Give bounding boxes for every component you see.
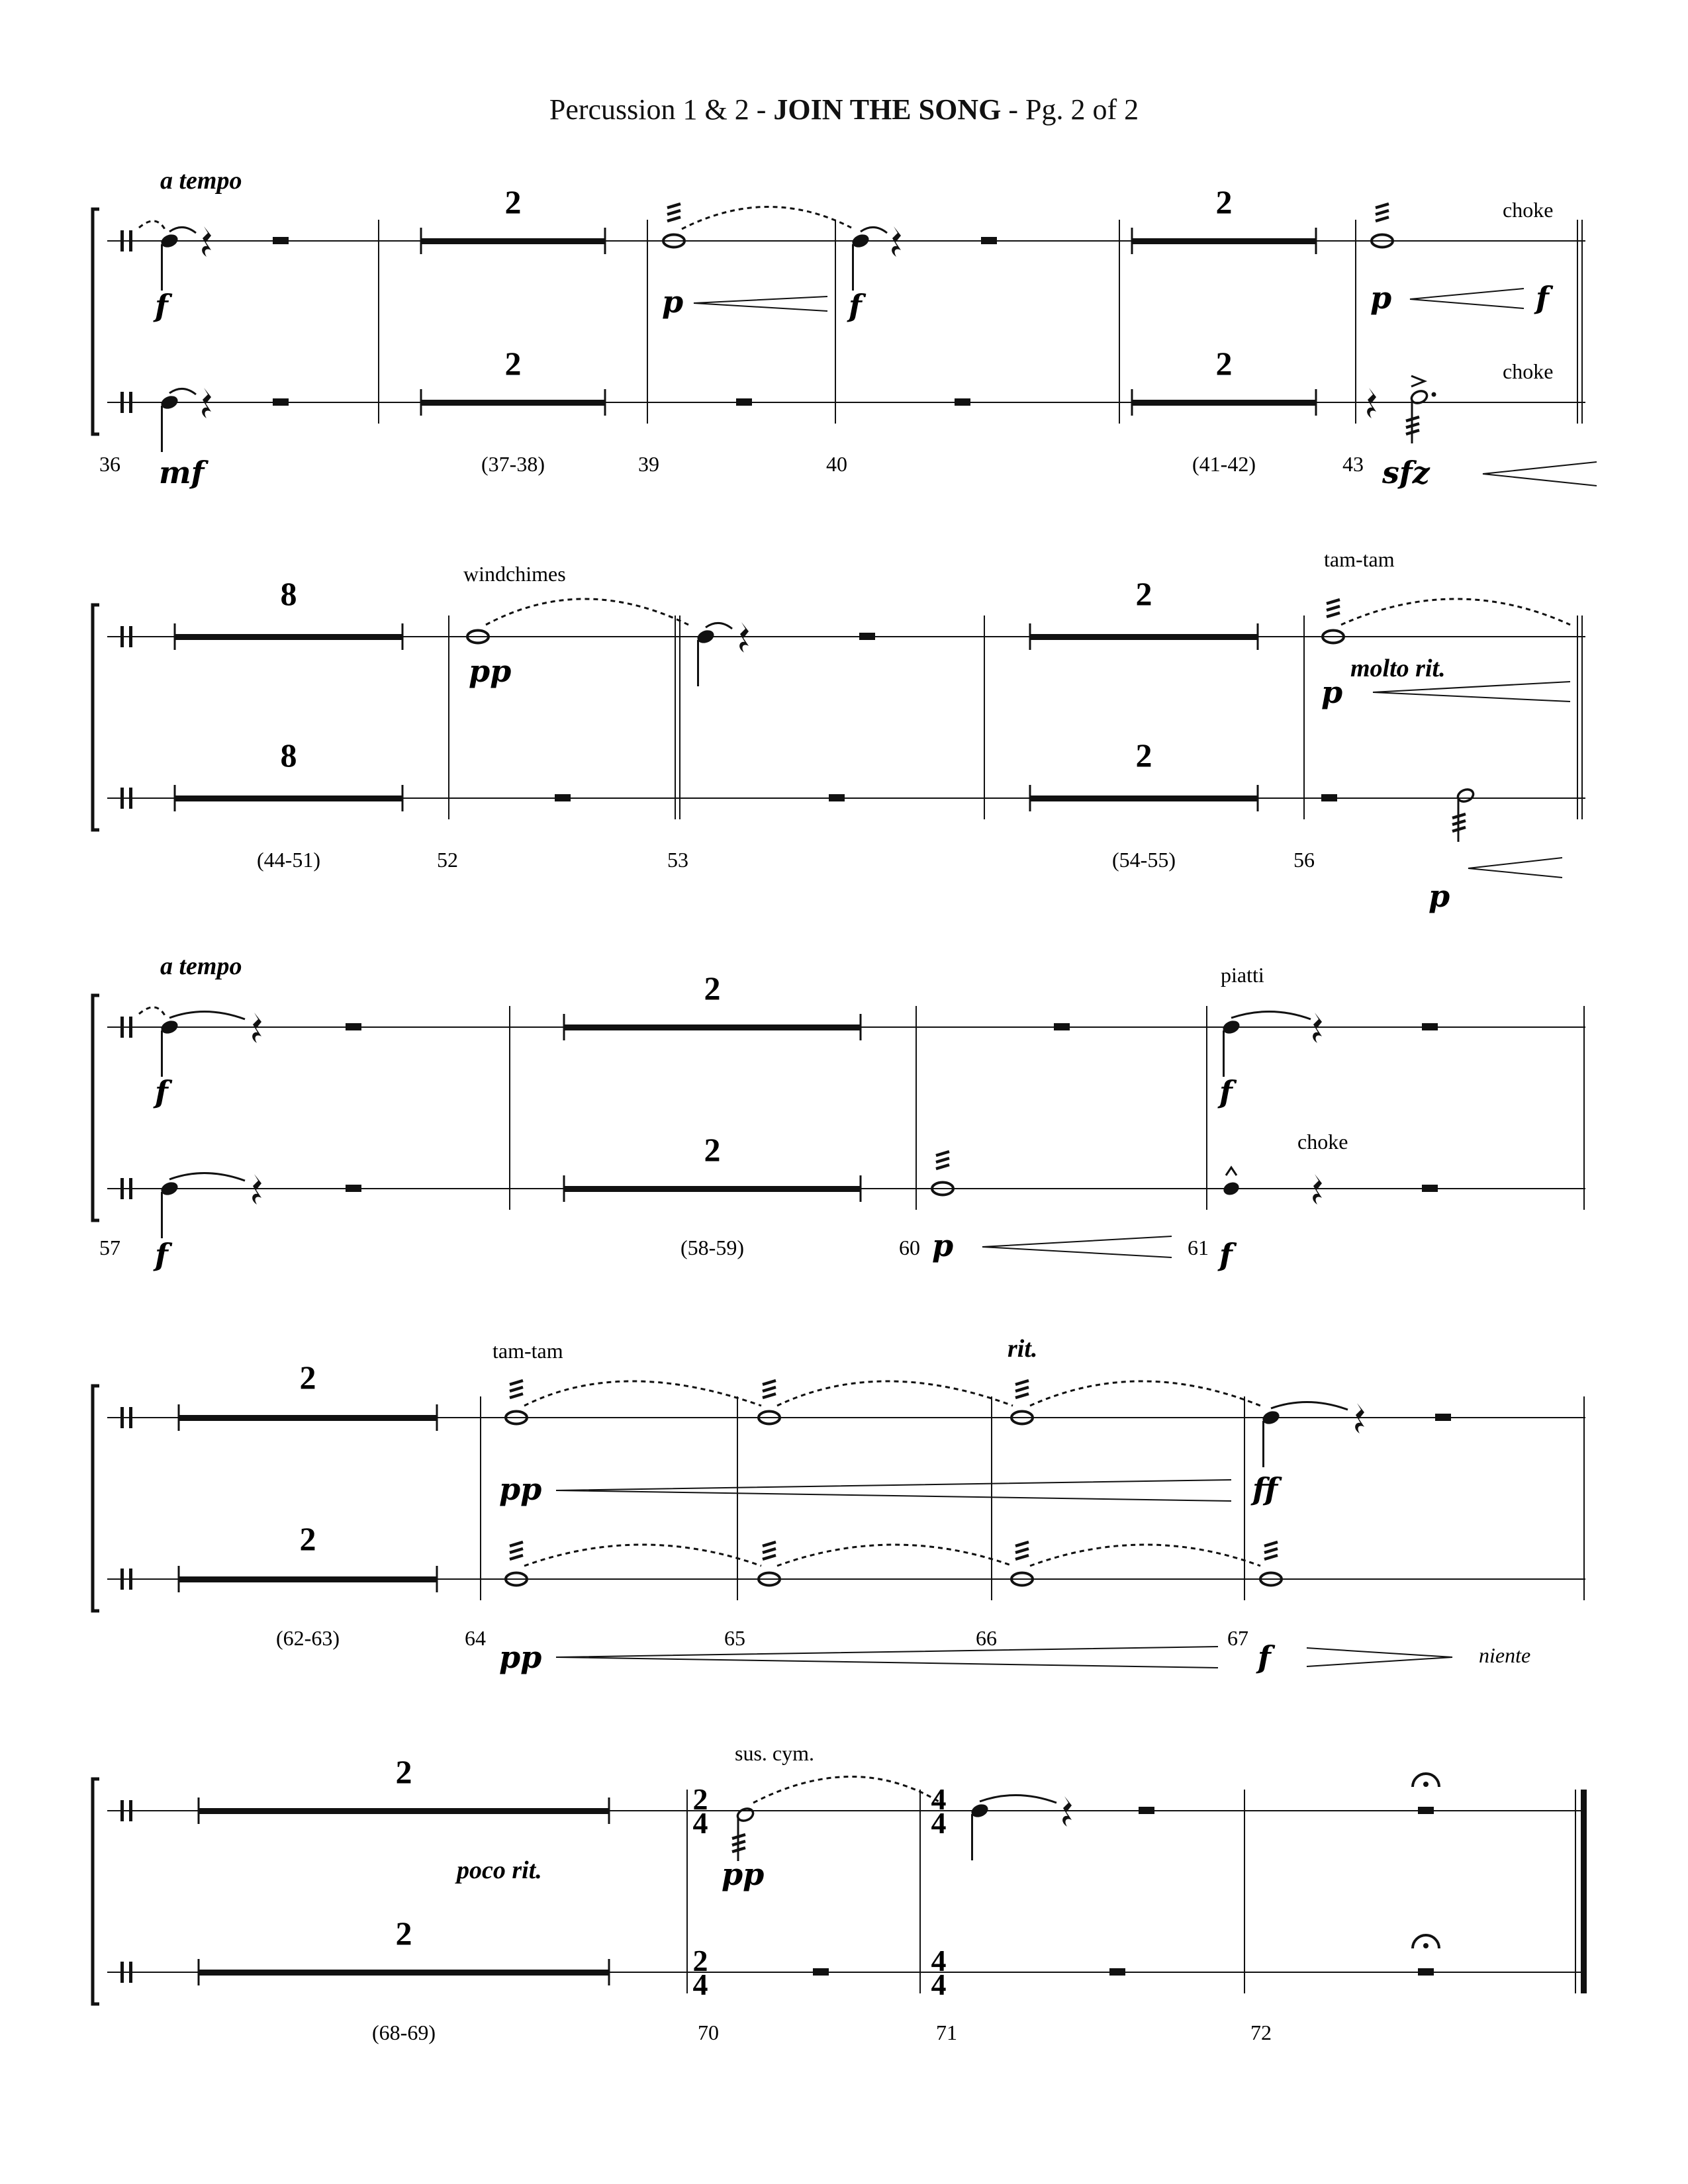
choke-label: choke: [1503, 359, 1554, 383]
fermata: [1413, 1935, 1439, 1948]
dynamic-ff: ff: [1252, 1471, 1278, 1507]
tempo-marking: molto rit.: [1350, 655, 1446, 682]
dynamic-pp: pp: [722, 1856, 765, 1892]
tremolo-mark: [1015, 1381, 1029, 1398]
half-rest: [273, 237, 289, 244]
tam-tam-label: tam-tam: [492, 1339, 563, 1363]
decrescendo-hairpin: [1307, 1648, 1452, 1666]
tam-tam-label: tam-tam: [1324, 547, 1395, 571]
multirest-count: 2: [704, 970, 721, 1007]
time-signature-numerator: 4: [931, 1944, 947, 1978]
half-note-roll: [736, 1807, 755, 1861]
whole-rest: [1109, 1968, 1125, 1976]
dynamic-pp: pp: [499, 1639, 542, 1675]
multi-measure-rest: [564, 1186, 861, 1192]
dynamic-mf: mf: [159, 455, 205, 490]
half-rest: [813, 1968, 829, 1976]
measure-number: 70: [698, 2021, 719, 2044]
laissez-vibrer-tie: [682, 206, 851, 229]
measure-number: 61: [1188, 1236, 1209, 1259]
measure-number: 64: [465, 1626, 486, 1650]
tie: [169, 227, 196, 233]
whole-rest: [829, 794, 845, 801]
multi-measure-rest: [175, 796, 402, 801]
tie: [1231, 1011, 1311, 1019]
multirest-count: 2: [504, 345, 522, 382]
laissez-vibrer-tie: [753, 1776, 939, 1803]
time-signature-numerator: 2: [692, 1944, 708, 1978]
measure-number: 72: [1250, 2021, 1272, 2044]
multirest-count: 2: [395, 1753, 412, 1790]
half-rest: [859, 633, 875, 640]
multirest-count: 8: [280, 575, 297, 612]
tie: [169, 388, 196, 394]
piatti-label: piatti: [1221, 963, 1264, 987]
time-signature-2-4: [693, 1944, 708, 2001]
tempo-marking: a tempo: [160, 167, 242, 195]
multirest-count: 2: [299, 1359, 316, 1396]
dynamic-p: p: [1370, 280, 1392, 316]
laissez-vibrer-tie: [524, 1545, 761, 1566]
multirest-count: 2: [1215, 345, 1233, 382]
quarter-note: [160, 394, 180, 452]
measure-number: 36: [99, 452, 120, 476]
sus-cym-label: sus. cym.: [735, 1741, 814, 1765]
laissez-vibrer-tie: [524, 1381, 761, 1406]
measure-number: (37-38): [481, 452, 545, 476]
measure-number: 67: [1227, 1626, 1248, 1650]
quarter-note-head: [1222, 1180, 1241, 1197]
tremolo-mark: [732, 1835, 745, 1852]
windchimes-label: windchimes: [463, 562, 566, 586]
half-rest: [981, 237, 997, 244]
whole-rest: [736, 398, 752, 406]
whole-rest: [1418, 1968, 1434, 1976]
multi-measure-rest: [199, 1970, 609, 1976]
multirest-count: 2: [504, 183, 522, 220]
niente-marking: niente: [1479, 1643, 1531, 1667]
fermata: [1413, 1774, 1439, 1787]
dynamic-f: f: [155, 1237, 168, 1273]
whole-rest: [555, 794, 571, 801]
tempo-marking: a tempo: [160, 952, 242, 980]
multi-measure-rest: [179, 1576, 437, 1582]
marcato: [1226, 1167, 1237, 1175]
tempo-marking: rit.: [1008, 1335, 1038, 1363]
choke-label: choke: [1503, 198, 1554, 222]
half-rest: [1435, 1414, 1451, 1421]
time-signature-2-4: [693, 1782, 708, 1840]
system-bracket: [93, 1779, 99, 2004]
whole-rest: [1054, 1023, 1070, 1030]
tie: [1271, 1402, 1348, 1410]
tremolo-mark: [1406, 417, 1419, 434]
time-signature-numerator: 2: [692, 1782, 708, 1816]
quarter-note: [160, 232, 180, 291]
half-rest: [1139, 1807, 1154, 1814]
measure-number: (68-69): [372, 2021, 436, 2044]
half-rest: [273, 398, 289, 406]
tremolo-mark: [936, 1152, 949, 1169]
multi-measure-rest: [1132, 238, 1316, 244]
measure-number: 53: [667, 848, 688, 872]
dynamic-p: p: [932, 1228, 954, 1263]
crescendo-hairpin: [556, 1480, 1231, 1501]
multirest-count: 2: [1215, 183, 1233, 220]
tremolo-mark: [510, 1542, 523, 1559]
part-name: Percussion 1 & 2 -: [549, 93, 774, 126]
system-1: [93, 167, 1597, 490]
system-bracket: [93, 995, 99, 1220]
measure-number: 57: [99, 1236, 120, 1259]
crescendo-hairpin: [1373, 682, 1570, 702]
time-signature-denominator: 4: [692, 1968, 708, 2001]
dynamic-f: f: [155, 1074, 168, 1110]
multi-measure-rest: [421, 238, 605, 244]
crescendo-hairpin: [1468, 858, 1562, 878]
half-rest: [1321, 794, 1337, 801]
tremolo-mark: [510, 1381, 523, 1398]
dynamic-f: f: [155, 288, 168, 324]
multirest-count: 2: [1135, 737, 1152, 774]
whole-rest: [955, 398, 970, 406]
laissez-vibrer-tie: [777, 1545, 1013, 1566]
dynamic-p: p: [662, 284, 684, 320]
time-signature-denominator: 4: [931, 1806, 947, 1840]
dynamic-p: p: [1429, 878, 1450, 914]
half-rest: [1422, 1185, 1438, 1192]
measure-number: 60: [899, 1236, 920, 1259]
dynamic-pp: pp: [499, 1471, 542, 1507]
dynamic-p: p: [1321, 674, 1343, 710]
quarter-note: [1261, 1409, 1282, 1467]
measure-number: 52: [437, 848, 458, 872]
tremolo-mark: [667, 204, 680, 221]
dynamic-f: f: [1219, 1237, 1233, 1273]
measure-number: 43: [1342, 452, 1364, 476]
system-5: [93, 1741, 1587, 2044]
multi-measure-rest: [199, 1808, 609, 1814]
system-3: [93, 952, 1585, 1273]
measure-number: (41-42): [1192, 452, 1256, 476]
system-2: [93, 547, 1585, 914]
crescendo-hairpin: [1483, 462, 1597, 486]
dynamic-sfz: sfz: [1382, 455, 1430, 490]
measure-number: (62-63): [276, 1626, 340, 1650]
laissez-vibrer-tie: [1030, 1381, 1260, 1406]
quarter-note: [851, 232, 871, 291]
crescendo-hairpin: [694, 296, 827, 311]
tremolo-mark: [1452, 814, 1466, 831]
dynamic-pp: pp: [469, 653, 512, 689]
measure-number: (58-59): [680, 1236, 744, 1259]
tie: [169, 1011, 245, 1019]
whole-rest: [1418, 1807, 1434, 1814]
measure-number: 39: [638, 452, 659, 476]
dynamic-f: f: [849, 288, 862, 324]
laissez-vibrer-tie: [139, 1007, 165, 1017]
quarter-note: [160, 1019, 180, 1077]
crescendo-hairpin: [982, 1236, 1172, 1257]
system-bracket: [93, 209, 99, 434]
measure-number: 71: [936, 2021, 957, 2044]
half-rest: [346, 1185, 361, 1192]
multirest-count: 2: [299, 1520, 316, 1557]
laissez-vibrer-tie: [1341, 599, 1570, 625]
tremolo-mark: [1327, 600, 1340, 617]
system-bracket: [93, 605, 99, 830]
multirest-count: 2: [395, 1915, 412, 1952]
choke-label: choke: [1297, 1130, 1348, 1154]
multirest-count: 8: [280, 737, 297, 774]
time-signature-numerator: 4: [931, 1782, 947, 1816]
quarter-note: [1221, 1019, 1242, 1077]
dynamic-f: f: [1536, 280, 1549, 316]
time-signature-4-4: [931, 1944, 947, 2001]
tremolo-mark: [763, 1381, 776, 1398]
tie: [861, 227, 887, 233]
half-note-roll: [1410, 389, 1429, 443]
tremolo-mark: [1376, 204, 1389, 221]
time-signature-denominator: 4: [692, 1806, 708, 1840]
multi-measure-rest: [1030, 634, 1258, 640]
crescendo-hairpin: [556, 1647, 1218, 1668]
quarter-note: [160, 1180, 180, 1238]
tie: [706, 623, 732, 629]
measure-number: 66: [976, 1626, 997, 1650]
tremolo-mark: [1015, 1542, 1029, 1559]
multirest-count: 2: [704, 1131, 721, 1168]
laissez-vibrer-tie: [1030, 1545, 1260, 1566]
multi-measure-rest: [1030, 796, 1258, 801]
crescendo-hairpin: [1410, 289, 1524, 308]
final-barline-thick: [1581, 1790, 1587, 1993]
laissez-vibrer-tie: [486, 599, 688, 625]
augmentation-dot: [1432, 392, 1436, 397]
tempo-marking: poco rit.: [457, 1856, 542, 1884]
system-bracket: [93, 1386, 99, 1611]
quarter-note: [970, 1802, 990, 1860]
multirest-count: 2: [1135, 575, 1152, 612]
half-rest: [346, 1023, 361, 1030]
system-4: [93, 1335, 1585, 1675]
measure-number: (44-51): [257, 848, 320, 872]
laissez-vibrer-tie: [777, 1381, 1013, 1406]
multi-measure-rest: [179, 1415, 437, 1421]
half-rest: [1422, 1023, 1438, 1030]
multi-measure-rest: [175, 634, 402, 640]
multi-measure-rest: [421, 400, 605, 406]
laissez-vibrer-tie: [139, 221, 165, 230]
measure-number: 65: [724, 1626, 745, 1650]
dynamic-f: f: [1258, 1639, 1271, 1675]
multi-measure-rest: [564, 1024, 861, 1030]
measure-number: 40: [826, 452, 847, 476]
quarter-note: [696, 628, 716, 686]
song-title: JOIN THE SONG: [773, 93, 1002, 126]
measure-number: 56: [1293, 848, 1315, 872]
time-signature-denominator: 4: [931, 1968, 947, 2001]
dynamic-f: f: [1219, 1074, 1233, 1110]
time-signature-4-4: [931, 1782, 947, 1840]
tremolo-mark: [763, 1542, 776, 1559]
tremolo-mark: [1264, 1542, 1278, 1559]
tie: [980, 1795, 1056, 1803]
tie: [169, 1173, 245, 1181]
accent: [1411, 376, 1425, 387]
page-number: - Pg. 2 of 2: [1001, 93, 1139, 126]
measure-number: (54-55): [1112, 848, 1176, 872]
multi-measure-rest: [1132, 400, 1316, 406]
